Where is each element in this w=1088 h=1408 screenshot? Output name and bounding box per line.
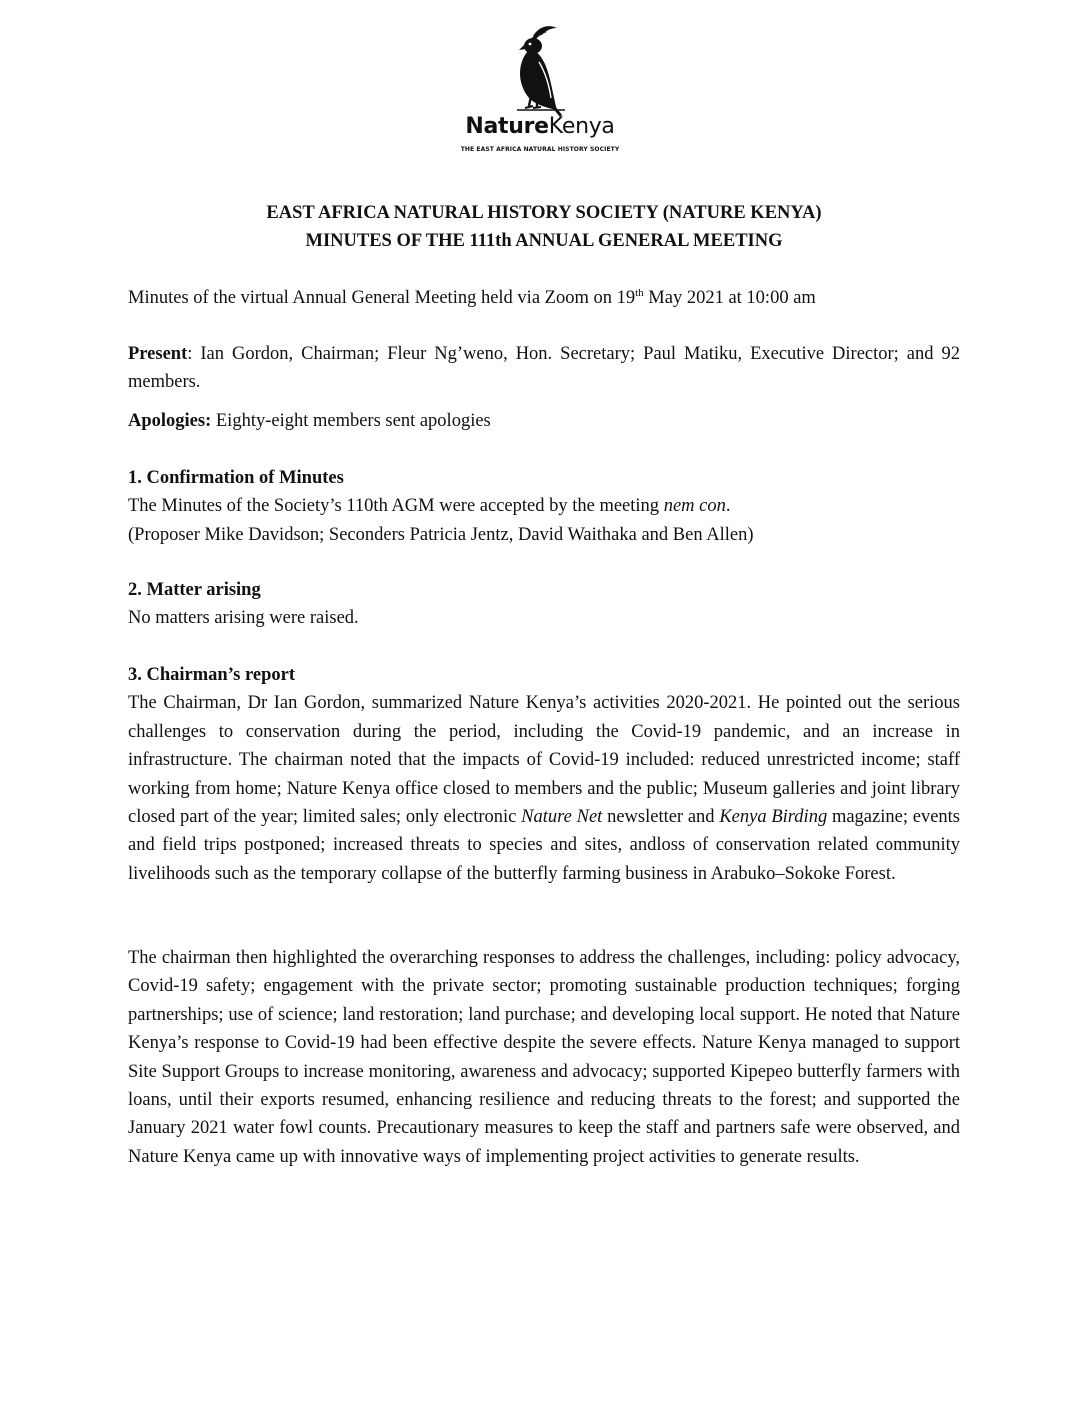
section-heading: 2. Matter arising bbox=[128, 580, 261, 600]
brand-tagline: THE EAST AFRICA NATURAL HISTORY SOCIETY bbox=[460, 146, 620, 153]
intro-paragraph: Minutes of the virtual Annual General Meeting held via Zoom on 19th May 2021 at 10:00 am bbox=[128, 286, 816, 308]
report-paragraph-2: The chairman then highlighted the overarching responses to address the challenges, including: policy advocacy, Covid-19 safety; engagement with the private sector; promoting sustainable production techniques; forging partnerships; use of science; land restoration; land purchase; and developing local support. He noted that Nature Kenya’s response to Covid-19 had been effective despite the severe effects. Nature Kenya managed to support Site Support Groups to increase monitoring, awareness and advocacy; supported Kipepeo butterfly farmers with loans, until their exports resumed, enhancing resilience and reducing threats to the forest; and supported the January 2021 water fowl counts. Precautionary measures to keep the staff and partners safe were observed, and Nature Kenya came up with innovative ways of implementing project activities to generate results. bbox=[128, 948, 960, 1167]
brand-name: NatureKenya bbox=[465, 114, 615, 139]
present-paragraph: Present: Ian Gordon, Chairman; Fleur Ng’weno, Hon. Secretary; Paul Matiku, Executive Director; and 92 members. bbox=[128, 344, 960, 393]
present-label: Present bbox=[128, 344, 188, 364]
section-heading: 1. Confirmation of Minutes bbox=[128, 468, 344, 488]
section-confirmation-of-minutes bbox=[128, 464, 960, 549]
document-title-line1: EAST AFRICA NATURAL HISTORY SOCIETY (NATURE KENYA) bbox=[266, 203, 822, 223]
section-heading: 3. Chairman’s report bbox=[128, 665, 295, 685]
document-title-line2: MINUTES OF THE 111th ANNUAL GENERAL MEETING bbox=[305, 231, 783, 251]
report-paragraph-1: The Chairman, Dr Ian Gordon, summarized Nature Kenya’s activities 2020-2021. He pointed out the serious challenges to conservation during the period, including the Covid-19 pandemic, and an increase in infrastructure. The chairman noted that the impacts of Covid-19 included: reduced unrestricted income; staff working from home; Nature Kenya office closed to members and the public; Museum galleries and joint library closed part of the year; limited sales; only electronic Nature Net newsletter and Kenya Birding magazine; events and field trips postponed; increased threats to species and sites, andloss of conservation related community livelihoods such as the temporary collapse of the butterfly farming business in Arabuko–Sokoke Forest. bbox=[128, 693, 960, 884]
section-chairmans-report bbox=[128, 661, 960, 888]
apologies-paragraph: Apologies: Eighty-eight members sent apologies bbox=[128, 411, 491, 431]
section-text: (Proposer Mike Davidson; Seconders Patricia Jentz, David Waithaka and Ben Allen) bbox=[128, 524, 754, 545]
section-text: No matters arising were raised. bbox=[128, 608, 359, 629]
nature-kenya-logo bbox=[440, 22, 640, 162]
section-matter-arising bbox=[128, 576, 960, 633]
apologies-label: Apologies: bbox=[128, 411, 212, 431]
section-text: The Minutes of the Society’s 110th AGM were accepted by the meeting nem con. bbox=[128, 496, 731, 517]
bird-of-prey-icon bbox=[495, 22, 585, 118]
